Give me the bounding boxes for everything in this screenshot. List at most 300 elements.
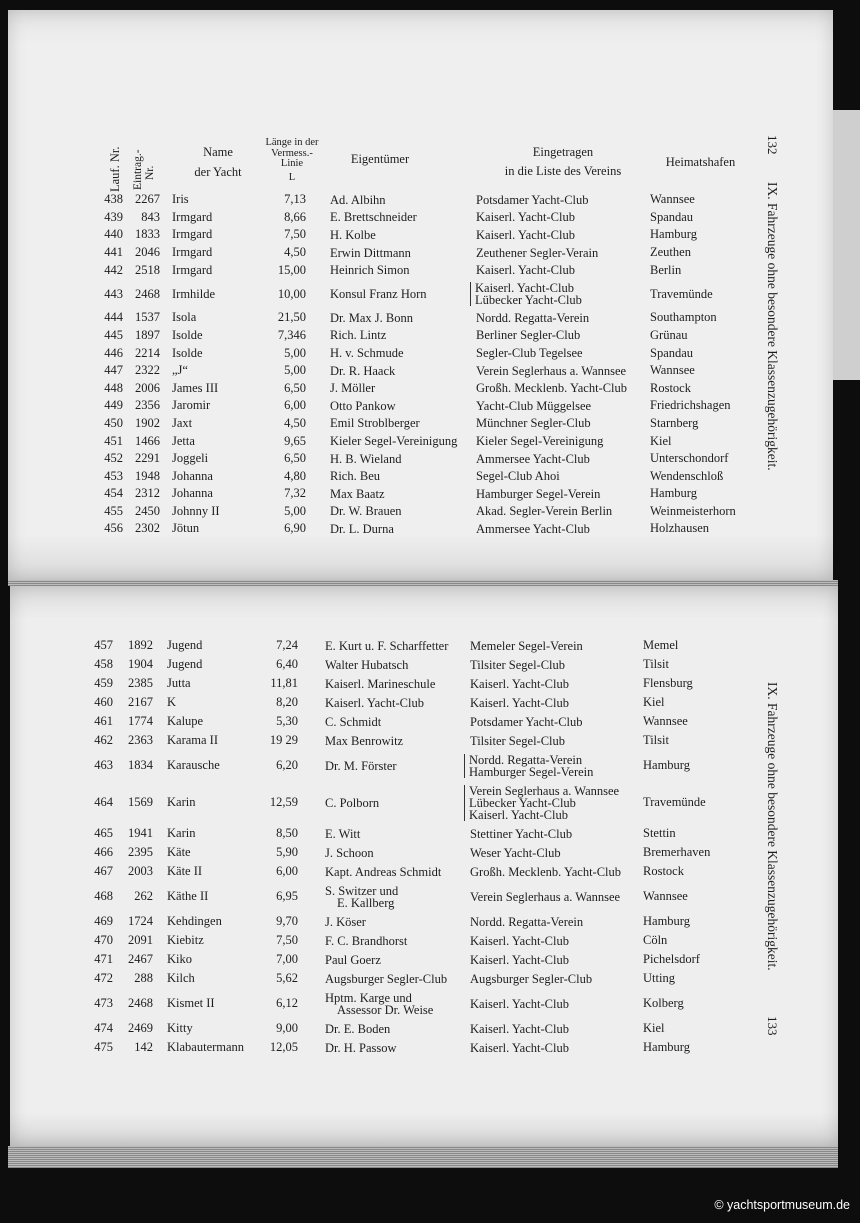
- lauf-nr: 458: [94, 657, 113, 671]
- heimatshafen: Wannsee: [643, 889, 688, 903]
- club-list: [476, 191, 589, 209]
- laenge: 6,90: [284, 521, 306, 536]
- club-list-line: Ammersee Yacht-Club: [476, 521, 590, 536]
- laenge: 5,00: [284, 503, 306, 518]
- lauf-nr: 442: [104, 262, 123, 277]
- heimatshafen: Hamburg: [643, 758, 690, 772]
- yacht-name: Johnny II: [172, 503, 220, 518]
- club-list: [476, 344, 583, 362]
- club-list-line: Memeler Segel-Verein: [470, 638, 583, 653]
- table-row: [10, 824, 770, 843]
- owner: [330, 244, 411, 262]
- club-list: [470, 693, 569, 712]
- eintrag-nr: 142: [134, 1040, 153, 1054]
- table-row: [8, 397, 768, 415]
- laenge: 5,90: [276, 845, 298, 859]
- heimatshafen: Kiel: [643, 1021, 665, 1035]
- table-row: [10, 1019, 770, 1038]
- club-list: [470, 712, 583, 731]
- club-list-line: Yacht-Club Müggelsee: [476, 398, 592, 413]
- yacht-name: Jetta: [172, 433, 195, 448]
- owner-line: Dr. Max J. Bonn: [330, 310, 413, 325]
- club-list-line: Stettiner Yacht-Club: [470, 826, 573, 841]
- club-list-line: Verein Seglerhaus a. Wannsee: [470, 889, 621, 904]
- laenge: 12,59: [269, 795, 298, 809]
- club-list-line: Nordd. Regatta-Verein: [476, 310, 590, 325]
- owner: [325, 674, 435, 693]
- owner-line: H. v. Schmude: [330, 346, 404, 361]
- owner: [330, 432, 457, 450]
- club-list-line: Zeuthener Segler-Verain: [476, 245, 599, 260]
- running-title: IX. Fahrzeuge ohne besondere Klassenzugehörigkeit.: [765, 182, 780, 471]
- eintrag-nr: 1569: [128, 795, 153, 809]
- club-list: [470, 950, 569, 969]
- adjacent-page-strip: [833, 110, 860, 380]
- club-list-line: Weser Yacht-Club: [470, 845, 561, 860]
- owner-line: E. Brettschneider: [330, 210, 417, 225]
- table-row: [8, 279, 768, 309]
- owner-line: Walter Hubatsch: [325, 657, 409, 672]
- club-list: [476, 415, 591, 433]
- eintrag-nr: 1904: [128, 657, 153, 671]
- eintrag-nr: 2467: [128, 952, 153, 966]
- laenge: 7,50: [276, 933, 298, 947]
- club-list: [470, 636, 583, 655]
- owner: [330, 261, 410, 279]
- owner-line: E. Kurt u. F. Scharffetter: [325, 638, 449, 653]
- owner-line: Hptm. Karge und: [325, 990, 412, 1005]
- yacht-name: Isolde: [172, 327, 203, 342]
- club-list: [470, 931, 569, 950]
- club-list: [476, 261, 575, 279]
- owner-line: Ad. Albihn: [330, 192, 386, 207]
- owner-line: Rich. Lintz: [330, 328, 387, 343]
- club-list-line: Tilsiter Segel-Club: [470, 733, 566, 748]
- yacht-name: James III: [172, 380, 219, 395]
- eintrag-nr: 1834: [128, 758, 153, 772]
- lauf-nr: 452: [104, 451, 123, 466]
- owner-line: Konsul Franz Horn: [330, 287, 427, 302]
- laenge: 7,00: [276, 952, 298, 966]
- owner: [330, 226, 376, 244]
- heimatshafen: Zeuthen: [650, 245, 691, 260]
- owner: [325, 824, 360, 843]
- laenge: 12,05: [269, 1040, 298, 1054]
- club-list-line: Kaiserl. Yacht-Club: [476, 227, 575, 242]
- table-row: [10, 843, 770, 862]
- owner-line: J. Schoon: [325, 845, 374, 860]
- club-list-line: Kaiserl. Yacht-Club: [470, 1040, 569, 1055]
- yacht-name: Klabautermann: [167, 1040, 245, 1054]
- yacht-name: Isola: [172, 310, 197, 325]
- lauf-nr: 473: [94, 996, 113, 1010]
- yacht-name: Käte II: [167, 864, 203, 878]
- eintrag-nr: 1892: [128, 638, 153, 652]
- heimatshafen: Wendenschloß: [650, 468, 724, 483]
- club-list-line: Münchner Segler-Club: [476, 416, 591, 431]
- table-row: [8, 415, 768, 433]
- owner-line: H. B. Wieland: [330, 451, 402, 466]
- club-list-line: Verein Seglerhaus a. Wannsee: [476, 363, 627, 378]
- club-list: [470, 1019, 569, 1038]
- table-row: [8, 362, 768, 380]
- yacht-name: Kiebitz: [167, 933, 204, 947]
- eintrag-nr: 1941: [128, 826, 153, 840]
- club-list-line: Kaiserl. Yacht-Club: [470, 933, 569, 948]
- eintrag-nr: 2518: [135, 262, 160, 277]
- owner: [330, 327, 386, 345]
- heimatshafen: Rostock: [643, 864, 684, 878]
- page-stack-edge: [8, 1146, 838, 1168]
- laenge: 4,50: [284, 245, 306, 260]
- table-row: [10, 712, 770, 731]
- owner-line: Augsburger Segler-Club: [325, 971, 448, 986]
- club-list: [470, 969, 592, 988]
- header-name: [173, 142, 263, 182]
- club-list: [476, 520, 590, 538]
- table-row: [8, 503, 768, 521]
- page-number: 133: [765, 1016, 780, 1036]
- lauf-nr: 449: [104, 398, 123, 413]
- club-list: [470, 881, 620, 912]
- owner-line: Kaiserl. Marineschule: [325, 676, 436, 691]
- header-eigentuemer: Eigentümer: [350, 152, 410, 166]
- heimatshafen: Kiel: [643, 695, 665, 709]
- lauf-nr: 438: [104, 192, 123, 207]
- eintrag-nr: 2003: [128, 864, 153, 878]
- club-list: [476, 379, 627, 397]
- laenge: 6,50: [284, 451, 306, 466]
- heimatshafen: Wannsee: [643, 714, 688, 728]
- yacht-name: Jutta: [167, 676, 191, 690]
- club-list: [476, 397, 591, 415]
- heimatshafen: Hamburg: [643, 1040, 690, 1054]
- eintrag-nr: 1902: [135, 415, 160, 430]
- owner: [325, 655, 408, 674]
- club-list: [476, 209, 575, 227]
- club-list-line: Segler-Club Tegelsee: [476, 346, 583, 361]
- lauf-nr: 444: [104, 310, 123, 325]
- club-list: [470, 731, 565, 750]
- table-row: [10, 912, 770, 931]
- owner-line: C. Schmidt: [325, 714, 382, 729]
- eintrag-nr: 2006: [135, 380, 160, 395]
- lauf-nr: 446: [104, 345, 123, 360]
- lauf-nr: 460: [94, 695, 113, 709]
- laenge: 8,66: [284, 209, 306, 224]
- heimatshafen: Hamburg: [650, 227, 697, 242]
- lauf-nr: 464: [94, 795, 113, 809]
- laenge: 5,00: [284, 363, 306, 378]
- owner: [325, 843, 374, 862]
- header-laenge-line3: Linie: [280, 158, 304, 169]
- laenge: 9,65: [284, 433, 306, 448]
- table-row: [8, 450, 768, 468]
- laenge: 7,13: [284, 192, 306, 207]
- club-list-line: Kaiserl. Yacht-Club: [470, 695, 569, 710]
- running-title: IX. Fahrzeuge ohne besondere Klassenzugehörigkeit.: [765, 682, 780, 971]
- club-list: [470, 824, 572, 843]
- yacht-name: Isolde: [172, 345, 203, 360]
- owner: [330, 397, 396, 415]
- laenge: 5,00: [284, 345, 306, 360]
- club-list-line: Berliner Segler-Club: [476, 328, 581, 343]
- club-list: [476, 503, 612, 521]
- laenge: 4,50: [284, 415, 306, 430]
- table-row: [8, 226, 768, 244]
- table-row: [8, 485, 768, 503]
- club-list: [470, 781, 619, 824]
- table-row: [10, 674, 770, 693]
- owner-line: Emil Stroblberger: [330, 416, 420, 431]
- laenge: 7,32: [284, 486, 306, 501]
- header-name-line1: Name: [203, 145, 233, 159]
- page-133: [10, 586, 838, 1146]
- club-list-line: Nordd. Regatta-Verein: [469, 752, 583, 767]
- yacht-name: Johanna: [172, 468, 213, 483]
- owner: [330, 520, 394, 538]
- owner: [325, 931, 407, 950]
- heimatshafen: Cöln: [643, 933, 668, 947]
- heimatshafen: Unterschondorf: [650, 451, 729, 466]
- yacht-table: [10, 636, 770, 1057]
- owner-line: Dr. W. Brauen: [330, 504, 402, 519]
- yacht-name: Karausche: [167, 758, 220, 772]
- heimatshafen: Spandau: [650, 345, 694, 360]
- eintrag-nr: 288: [134, 971, 153, 985]
- laenge: 7,50: [284, 227, 306, 242]
- lauf-nr: 459: [94, 676, 113, 690]
- yacht-name: Kitty: [167, 1021, 193, 1035]
- yacht-name: Kilch: [167, 971, 195, 985]
- heimatshafen: Memel: [643, 638, 679, 652]
- lauf-nr: 445: [104, 327, 123, 342]
- heimatshafen: Weinmeisterhorn: [650, 503, 736, 518]
- table-row: [10, 731, 770, 750]
- eintrag-nr: 2468: [128, 996, 153, 1010]
- lauf-nr: 468: [94, 889, 113, 903]
- club-list-line: Großh. Mecklenb. Yacht-Club: [476, 381, 628, 396]
- owner: [325, 781, 379, 824]
- club-list: [476, 309, 589, 327]
- owner: [330, 467, 380, 485]
- lauf-nr: 455: [104, 503, 123, 518]
- laenge: 21,50: [277, 310, 306, 325]
- owner-line: Dr. L. Durna: [330, 521, 394, 536]
- lauf-nr: 439: [104, 209, 123, 224]
- club-list-line: Potsdamer Yacht-Club: [470, 714, 583, 729]
- eintrag-nr: 262: [134, 889, 153, 903]
- heimatshafen: Bremerhaven: [643, 845, 711, 859]
- yacht-name: Karama II: [167, 733, 219, 747]
- yacht-name: Jugend: [167, 657, 203, 671]
- laenge: 6,12: [276, 996, 298, 1010]
- lauf-nr: 462: [94, 733, 113, 747]
- table-row: [10, 636, 770, 655]
- table-row: [10, 655, 770, 674]
- lauf-nr: 474: [94, 1021, 113, 1035]
- owner-line: Kieler Segel-Vereinigung: [330, 434, 458, 449]
- table-row: [10, 693, 770, 712]
- header-eingetragen-line2: in die Liste des Vereins: [504, 164, 622, 178]
- eintrag-nr: 843: [141, 209, 160, 224]
- lauf-nr: 456: [104, 521, 123, 536]
- club-list-line: Kaiserl. Yacht-Club: [476, 210, 575, 225]
- owner-line: H. Kolbe: [330, 227, 376, 242]
- table-row: [8, 191, 768, 209]
- header-name-line2: der Yacht: [194, 165, 242, 179]
- table-row: [8, 327, 768, 345]
- heimatshafen: Travemünde: [650, 286, 713, 301]
- club-list: [470, 988, 569, 1019]
- owner: [325, 881, 398, 912]
- lauf-nr: 470: [94, 933, 113, 947]
- owner-line: J. Möller: [330, 381, 376, 396]
- owner-line: S. Switzer und: [325, 883, 399, 898]
- eintrag-nr: 1774: [128, 714, 153, 728]
- club-list-line: Kaiserl. Yacht-Club: [476, 263, 575, 278]
- owner-line: Dr. E. Boden: [325, 1021, 391, 1036]
- heimatshafen: Flensburg: [643, 676, 693, 690]
- owner-line: Paul Goerz: [325, 952, 381, 967]
- heimatshafen: Hamburg: [643, 914, 690, 928]
- owner: [325, 712, 381, 731]
- owner: [330, 362, 395, 380]
- owner-line: Max Benrowitz: [325, 733, 404, 748]
- lauf-nr: 451: [104, 433, 123, 448]
- eintrag-nr: 2167: [128, 695, 153, 709]
- club-list: [470, 912, 583, 931]
- club-list-line: Kieler Segel-Vereinigung: [476, 434, 604, 449]
- club-list-line: Lübecker Yacht-Club: [469, 795, 576, 810]
- laenge: 8,50: [276, 826, 298, 840]
- owner: [330, 309, 413, 327]
- club-list: [470, 862, 621, 881]
- heimatshafen: Holzhausen: [650, 521, 710, 536]
- owner: [325, 1038, 397, 1057]
- club-list-line: Kaiserl. Yacht-Club: [470, 676, 569, 691]
- eintrag-nr: 2267: [135, 192, 160, 207]
- eintrag-nr: 2363: [128, 733, 153, 747]
- eintrag-nr: 2385: [128, 676, 153, 690]
- club-list-line: Tilsiter Segel-Club: [470, 657, 566, 672]
- club-list-line: Kaiserl. Yacht-Club: [470, 952, 569, 967]
- club-list: [470, 750, 593, 781]
- laenge: 6,95: [276, 889, 298, 903]
- lauf-nr: 447: [104, 363, 123, 378]
- heimatshafen: Kolberg: [643, 996, 684, 1010]
- yacht-name: Käte: [167, 845, 191, 859]
- yacht-table: [8, 191, 768, 538]
- table-row: [10, 781, 770, 824]
- club-list-line: Potsdamer Yacht-Club: [476, 192, 589, 207]
- owner: [325, 950, 381, 969]
- heimatshafen: Rostock: [650, 380, 691, 395]
- laenge: 6,20: [276, 758, 298, 772]
- owner: [325, 862, 441, 881]
- club-list-line: Kaiserl. Yacht-Club: [469, 807, 568, 822]
- owner-line: Erwin Dittmann: [330, 245, 411, 260]
- page-number: 132: [765, 135, 780, 155]
- club-list-line: Nordd. Regatta-Verein: [470, 914, 584, 929]
- eintrag-nr: 1833: [135, 227, 160, 242]
- lauf-nr: 475: [94, 1040, 113, 1054]
- owner: [325, 750, 397, 781]
- yacht-name: Irmgard: [172, 262, 213, 277]
- laenge: 15,00: [277, 262, 306, 277]
- club-list-line: Akad. Segler-Verein Berlin: [476, 504, 613, 519]
- table-row: [8, 344, 768, 362]
- owner-line: J. Köser: [325, 914, 366, 929]
- owner-line: Otto Pankow: [330, 398, 396, 413]
- lauf-nr: 440: [104, 227, 123, 242]
- owner-line: E. Kallberg: [337, 895, 395, 910]
- owner-line: Max Baatz: [330, 486, 385, 501]
- table-row: [8, 379, 768, 397]
- owner: [325, 969, 447, 988]
- heimatshafen: Friedrichshagen: [650, 398, 731, 413]
- club-list-line: Kaiserl. Yacht-Club: [475, 281, 574, 296]
- owner: [330, 209, 417, 227]
- owner: [330, 450, 401, 468]
- heimatshafen: Spandau: [650, 209, 694, 224]
- header-heimatshafen: Heimatshafen: [665, 155, 736, 169]
- laenge: 9,00: [276, 1021, 298, 1035]
- eintrag-nr: 2469: [128, 1021, 153, 1035]
- lauf-nr: 472: [94, 971, 113, 985]
- club-list: [476, 327, 580, 345]
- laenge: 9,70: [276, 914, 298, 928]
- club-list: [470, 1038, 569, 1057]
- lauf-nr: 457: [94, 638, 113, 652]
- header-lauf-nr: Lauf. Nr.: [108, 146, 122, 192]
- header-eintrag-line2: Nr.: [144, 165, 156, 180]
- yacht-name: Käthe II: [167, 889, 209, 903]
- owner: [325, 693, 424, 712]
- header-eingetragen: [478, 143, 648, 181]
- yacht-name: Irmhilde: [172, 286, 216, 301]
- owner-line: Heinrich Simon: [330, 263, 410, 278]
- page-132: [8, 10, 833, 580]
- owner-line: C. Polborn: [325, 795, 380, 810]
- club-list: [476, 279, 582, 309]
- owner: [325, 731, 403, 750]
- yacht-name: Kiko: [167, 952, 192, 966]
- owner-line: Rich. Beu: [330, 469, 380, 484]
- yacht-name: Karin: [167, 826, 196, 840]
- owner: [325, 912, 366, 931]
- owner: [330, 415, 420, 433]
- table-row: [10, 969, 770, 988]
- table-row: [8, 432, 768, 450]
- yacht-name: Jaxt: [172, 415, 193, 430]
- eintrag-nr: 2468: [135, 286, 160, 301]
- heimatshafen: Pichelsdorf: [643, 952, 700, 966]
- header-laenge-line4: L: [288, 171, 296, 183]
- heimatshafen: Hamburg: [650, 486, 697, 501]
- club-list: [476, 362, 626, 380]
- yacht-name: Irmgard: [172, 227, 213, 242]
- header-eintrag-line1: Eintrag.-: [132, 149, 144, 190]
- club-list-line: Augsburger Segler-Club: [470, 971, 593, 986]
- club-list: [476, 244, 598, 262]
- heimatshafen: Utting: [643, 971, 675, 985]
- table-row: [10, 750, 770, 781]
- laenge: 8,20: [276, 695, 298, 709]
- owner: [330, 191, 386, 209]
- eintrag-nr: 1537: [135, 310, 160, 325]
- header-laenge-line1: Länge in der: [265, 137, 319, 148]
